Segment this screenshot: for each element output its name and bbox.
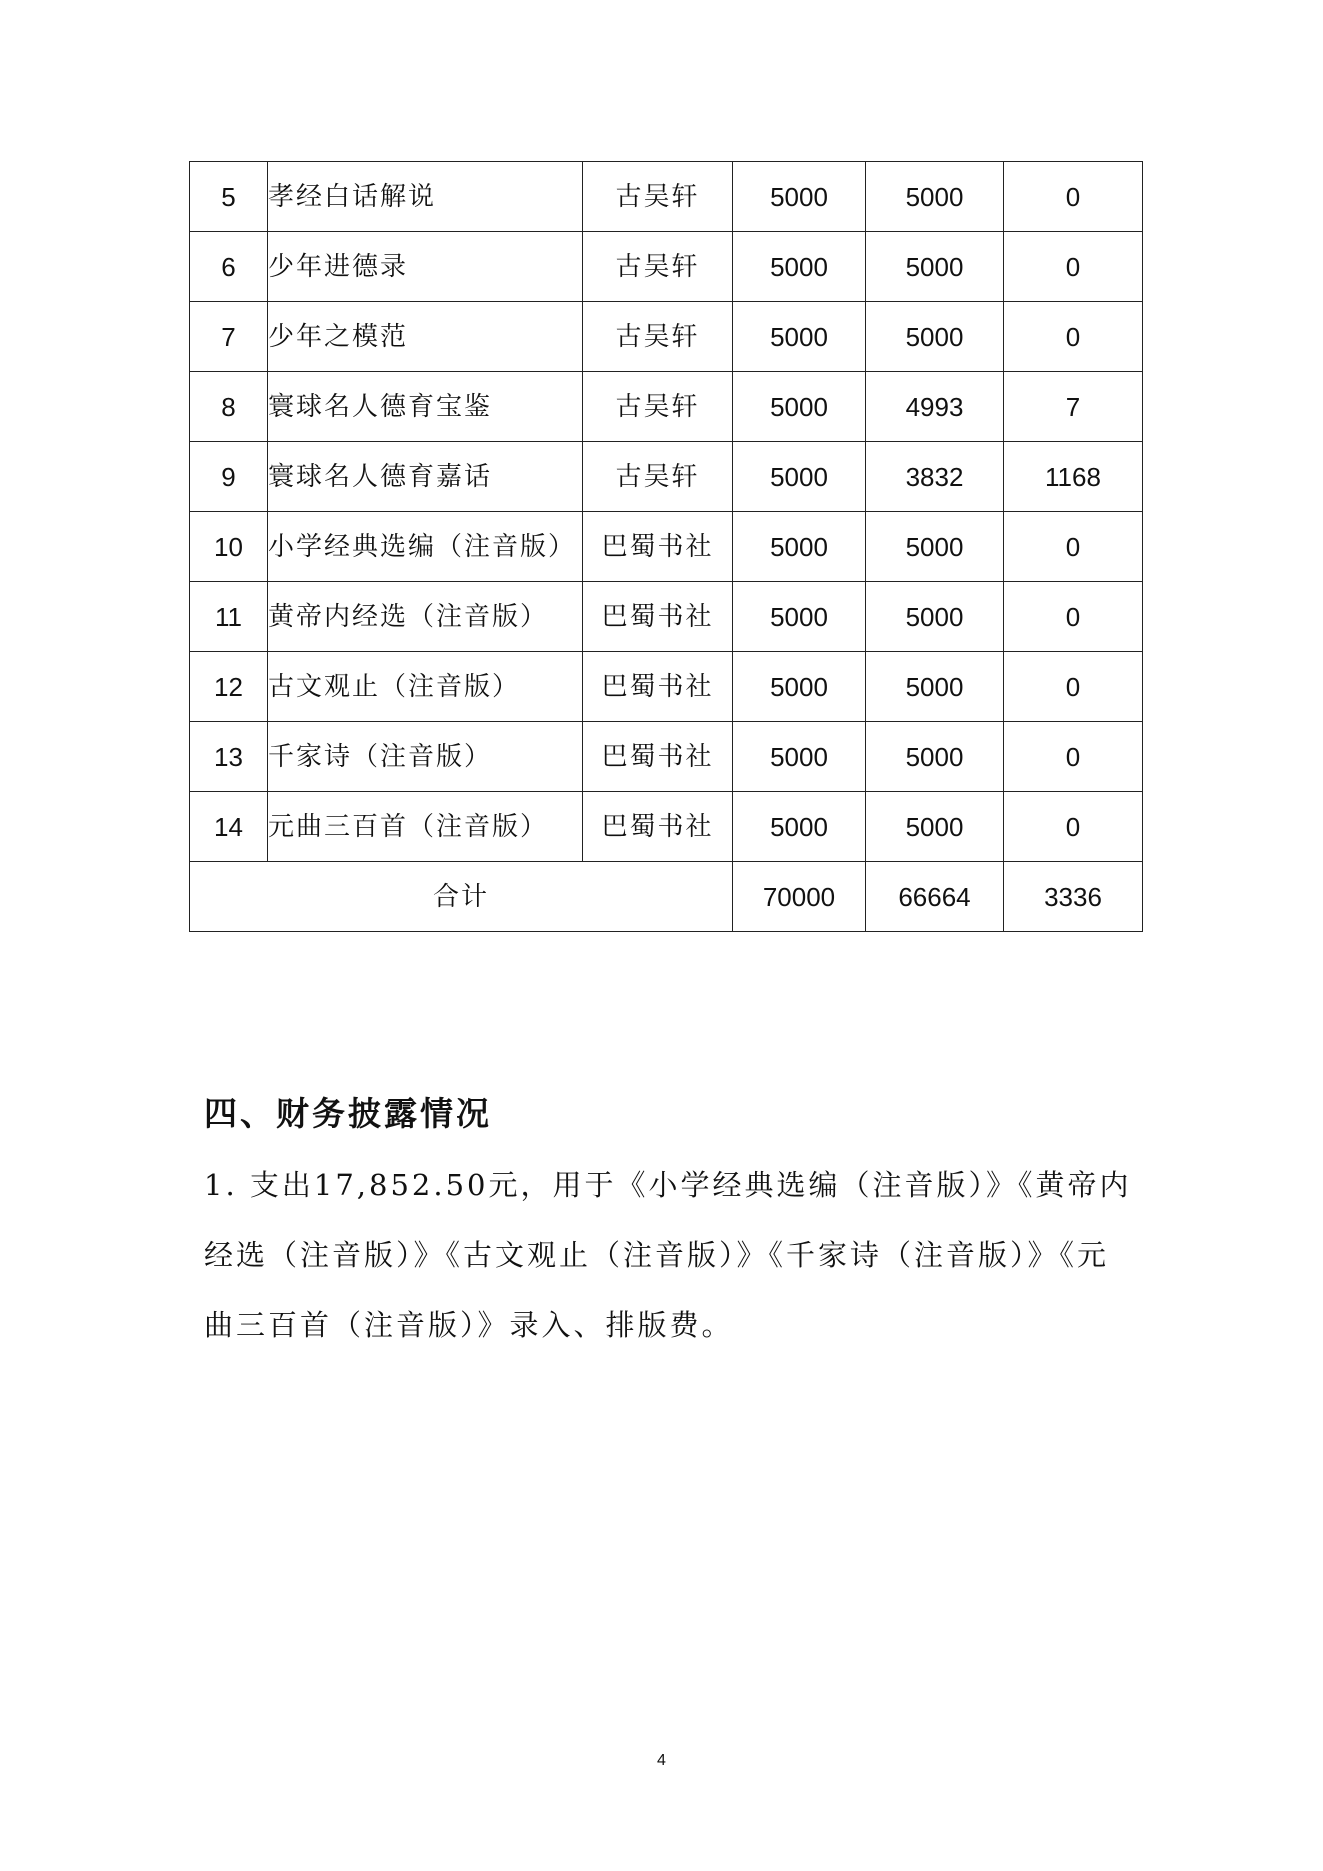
quantity-cell: 3832	[866, 442, 1004, 512]
publisher: 巴蜀书社	[583, 722, 733, 792]
quantity-cell: 5000	[866, 302, 1004, 372]
quantity-cell: 5000	[733, 512, 866, 582]
row-number: 5	[190, 162, 268, 232]
publisher: 古吴轩	[583, 302, 733, 372]
total-cell: 70000	[733, 862, 866, 932]
table-row	[190, 792, 1143, 862]
publisher: 巴蜀书社	[583, 652, 733, 722]
publisher: 巴蜀书社	[583, 512, 733, 582]
quantity-cell: 0	[1004, 232, 1143, 302]
quantity-cell: 5000	[733, 652, 866, 722]
book-title: 少年进德录	[268, 232, 583, 302]
row-number: 10	[190, 512, 268, 582]
table-row	[190, 302, 1143, 372]
quantity-cell: 0	[1004, 582, 1143, 652]
quantity-cell: 5000	[733, 372, 866, 442]
publisher: 古吴轩	[583, 372, 733, 442]
quantity-cell: 5000	[866, 722, 1004, 792]
publisher: 古吴轩	[583, 442, 733, 512]
publisher: 巴蜀书社	[583, 582, 733, 652]
publisher: 巴蜀书社	[583, 792, 733, 862]
quantity-cell: 1168	[1004, 442, 1143, 512]
quantity-cell: 0	[1004, 512, 1143, 582]
row-number: 6	[190, 232, 268, 302]
quantity-cell: 5000	[733, 582, 866, 652]
table-row	[190, 722, 1143, 792]
total-cell: 66664	[866, 862, 1004, 932]
table-row	[190, 512, 1143, 582]
quantity-cell: 5000	[733, 722, 866, 792]
table-row	[190, 372, 1143, 442]
row-number: 7	[190, 302, 268, 372]
book-title: 黄帝内经选（注音版）	[268, 582, 583, 652]
book-title: 寰球名人德育宝鉴	[268, 372, 583, 442]
quantity-cell: 7	[1004, 372, 1143, 442]
publisher: 古吴轩	[583, 162, 733, 232]
quantity-cell: 5000	[866, 162, 1004, 232]
row-number: 13	[190, 722, 268, 792]
section-paragraph: 1. 支出17,852.50元，用于《小学经典选编（注音版）》《黄帝内经选（注音版）》《古文观止（注音版）》《千家诗（注音版）》《元曲三百首（注音版）》录入、排版费。	[204, 1168, 1132, 1342]
page-number: 4	[657, 1752, 666, 1769]
publisher: 古吴轩	[583, 232, 733, 302]
total-cell: 3336	[1004, 862, 1143, 932]
table-row	[190, 162, 1143, 232]
book-title: 千家诗（注音版）	[268, 722, 583, 792]
row-number: 12	[190, 652, 268, 722]
quantity-cell: 5000	[866, 582, 1004, 652]
book-title: 寰球名人德育嘉话	[268, 442, 583, 512]
section-heading: 四、财务披露情况	[204, 1094, 492, 1133]
quantity-cell: 5000	[733, 302, 866, 372]
quantity-cell: 5000	[866, 652, 1004, 722]
quantity-cell: 0	[1004, 162, 1143, 232]
row-number: 14	[190, 792, 268, 862]
quantity-cell: 5000	[866, 792, 1004, 862]
table-row	[190, 442, 1143, 512]
table-row	[190, 232, 1143, 302]
table-row	[190, 582, 1143, 652]
quantity-cell: 0	[1004, 792, 1143, 862]
total-label: 合计	[190, 862, 733, 932]
table-row	[190, 652, 1143, 722]
quantity-cell: 4993	[866, 372, 1004, 442]
quantity-cell: 5000	[733, 162, 866, 232]
book-title: 古文观止（注音版）	[268, 652, 583, 722]
quantity-cell: 0	[1004, 722, 1143, 792]
quantity-cell: 5000	[866, 232, 1004, 302]
quantity-cell: 5000	[733, 232, 866, 302]
row-number: 9	[190, 442, 268, 512]
quantity-cell: 0	[1004, 652, 1143, 722]
row-number: 11	[190, 582, 268, 652]
book-title: 少年之模范	[268, 302, 583, 372]
total-row	[190, 862, 1143, 932]
row-number: 8	[190, 372, 268, 442]
quantity-cell: 5000	[866, 512, 1004, 582]
book-title: 孝经白话解说	[268, 162, 583, 232]
book-title: 元曲三百首（注音版）	[268, 792, 583, 862]
quantity-cell: 5000	[733, 442, 866, 512]
book-title: 小学经典选编（注音版）	[268, 512, 583, 582]
book-distribution-table	[189, 161, 1143, 932]
quantity-cell: 5000	[733, 792, 866, 862]
quantity-cell: 0	[1004, 302, 1143, 372]
